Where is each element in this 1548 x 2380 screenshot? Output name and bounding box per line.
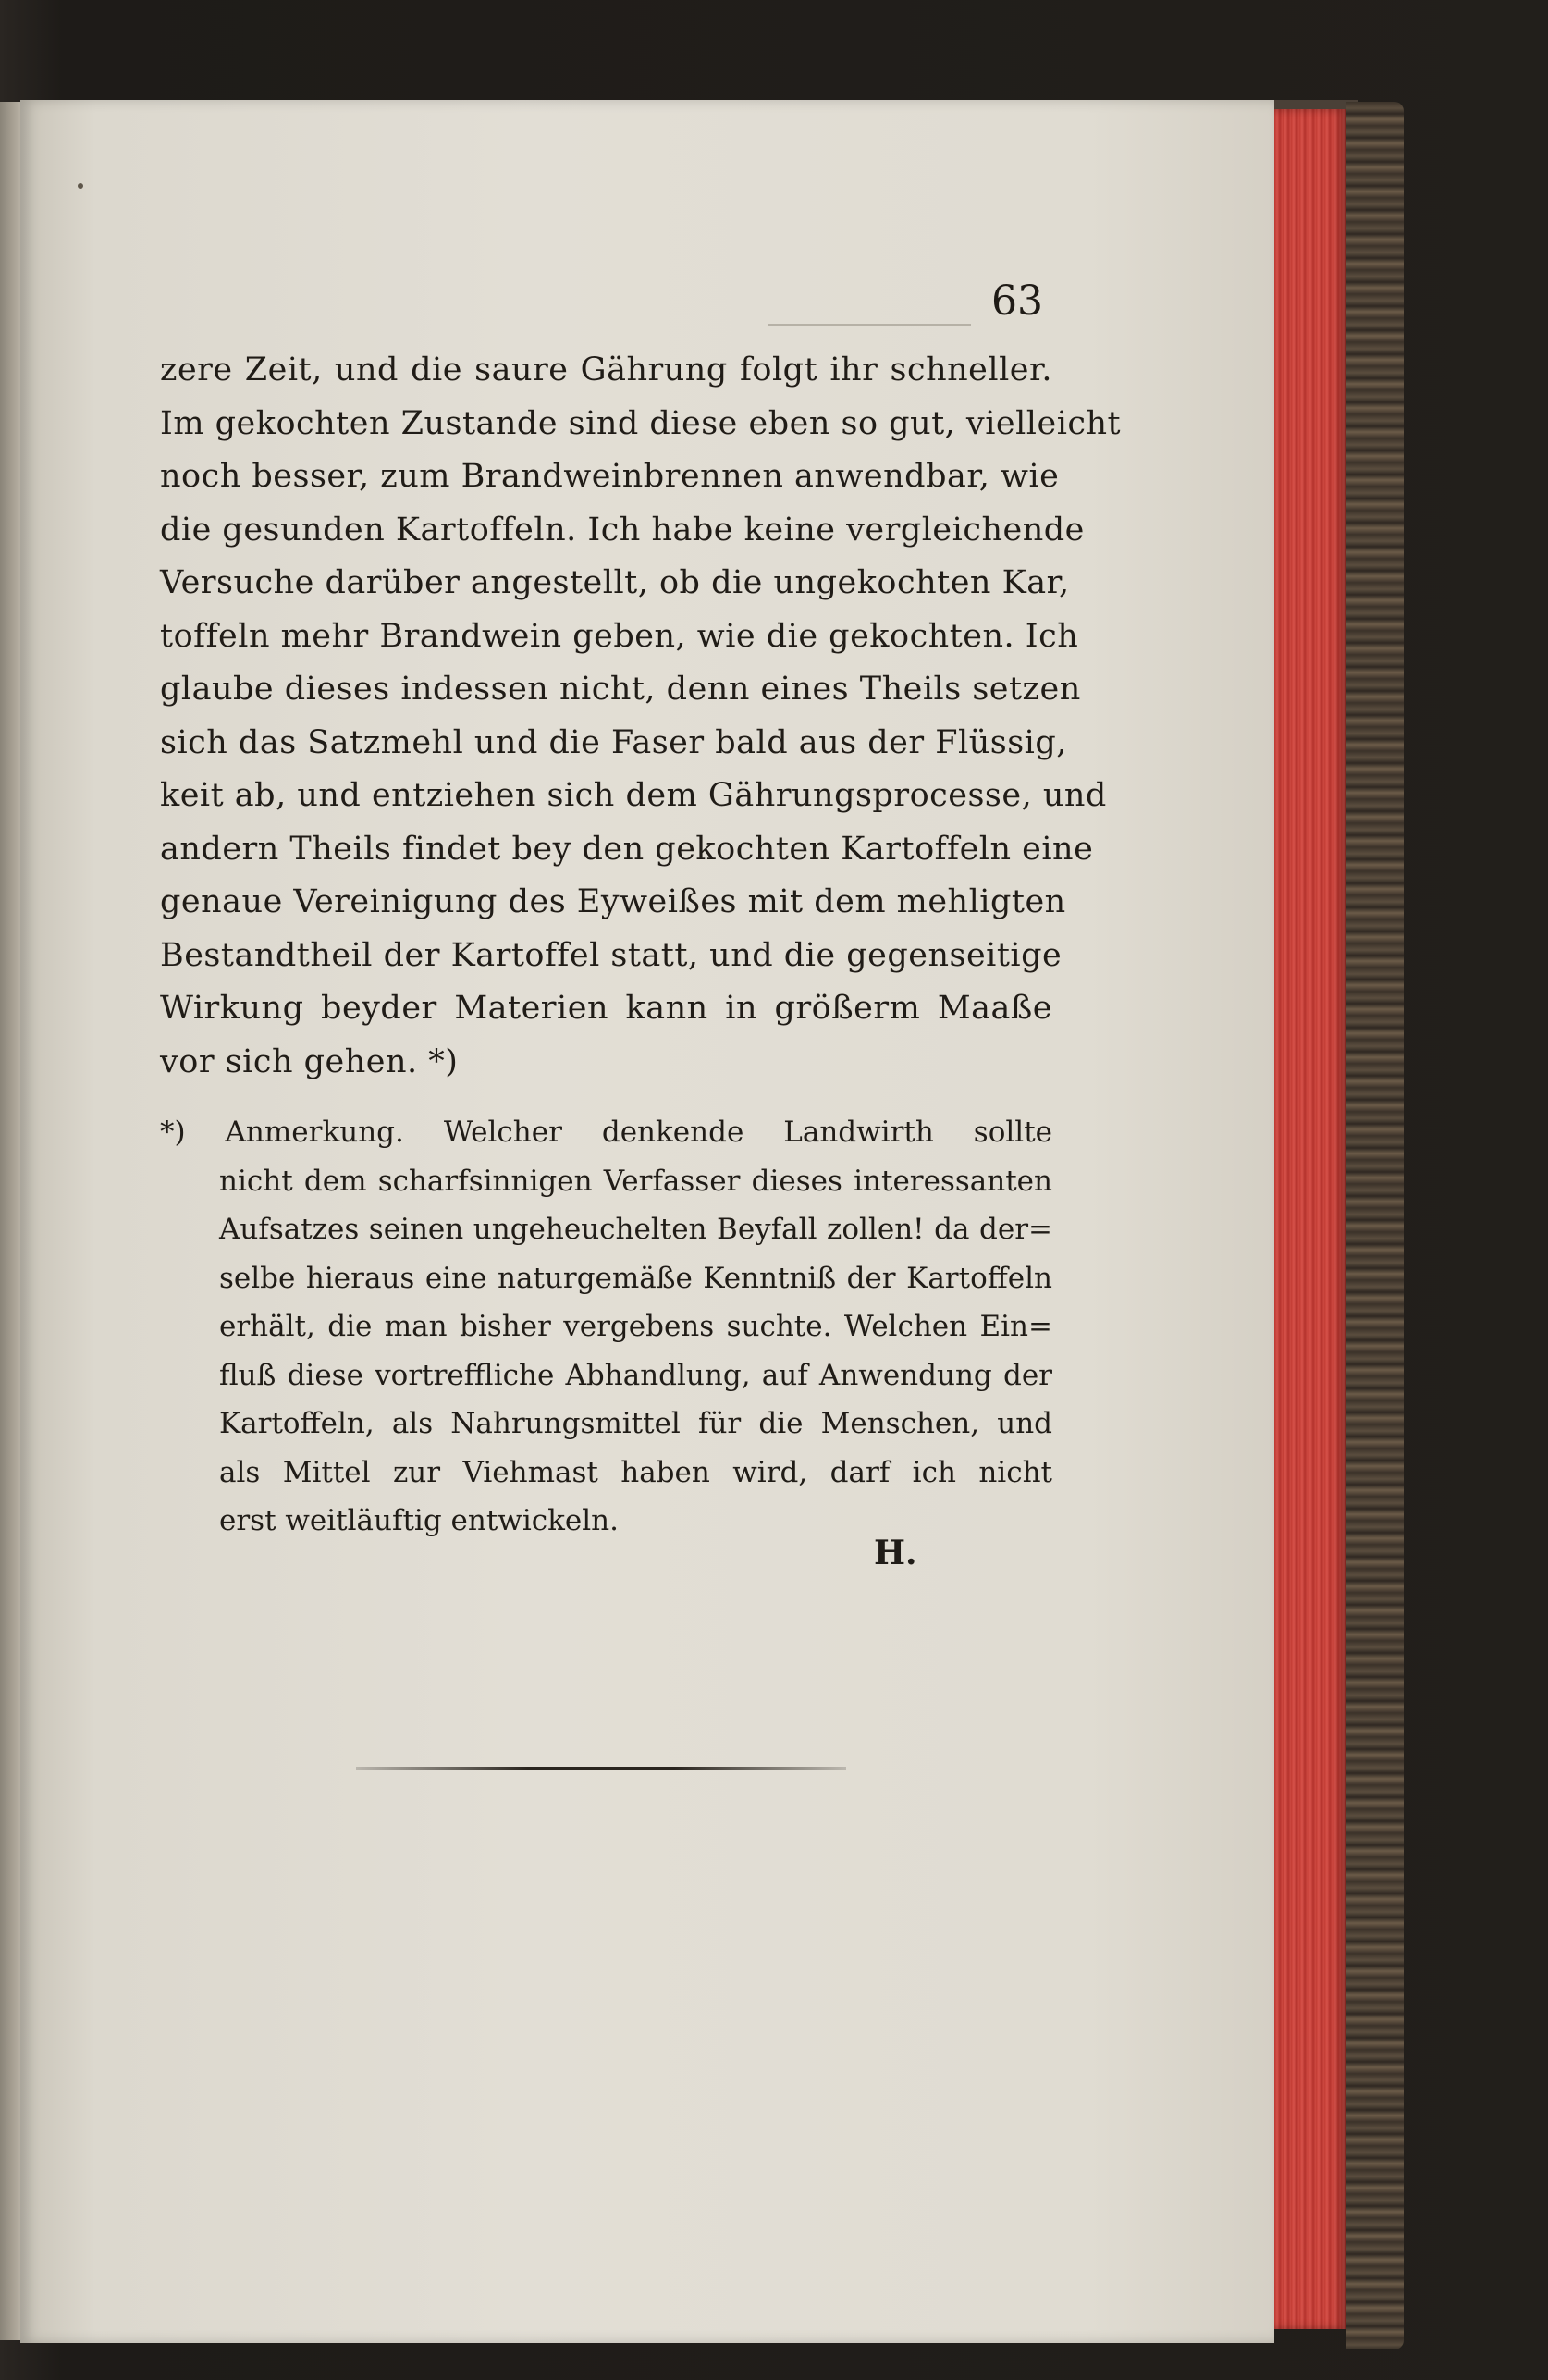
text-line: Bestandtheil der Kartoffel statt, und die gegenseitige bbox=[160, 936, 1063, 974]
footnote-signature: H. bbox=[874, 1534, 917, 1572]
text-line: sich das Satzmehl und die Faser bald aus der Flüssig, bbox=[160, 723, 1067, 761]
text-line: Versuche darüber angestellt, ob die ungekochten Kar, bbox=[160, 564, 1070, 601]
text-line: die gesunden Kartoffeln. Ich habe keine vergleichende bbox=[160, 511, 1085, 549]
text-line: Wirkung beyder Materien kann in größerm Maaße bbox=[160, 990, 1052, 1027]
text-line: noch besser, zum Brandweinbrennen anwendbar, wie bbox=[160, 458, 1060, 495]
footnote-line: *) Anmerkung. Welcher denkende Landwirth sollte bbox=[160, 1116, 1052, 1149]
left-page-edge bbox=[0, 102, 20, 2340]
text-line: genaue Vereinigung des Eyweißes mit dem mehligten bbox=[160, 883, 1066, 920]
paper-spot bbox=[78, 183, 83, 189]
text-line: Im gekochten Zustande sind diese eben so gut, vielleicht bbox=[160, 404, 1122, 442]
text-line: vor sich gehen. *) bbox=[160, 1042, 459, 1080]
footnote-line: erst weitläuftig entwickeln. bbox=[219, 1504, 619, 1537]
text-line: keit ab, und entziehen sich dem Gährungsprocesse, und bbox=[160, 777, 1107, 814]
header-rule bbox=[768, 324, 971, 326]
footnote-line: nicht dem scharfsinnigen Verfasser dieses interessanten bbox=[219, 1164, 1052, 1198]
page-number: 63 bbox=[991, 277, 1043, 325]
footnote-line: erhält, die man bisher vergebens suchte. Welchen Ein= bbox=[219, 1310, 1052, 1343]
end-rule bbox=[356, 1767, 846, 1770]
footnote-line: fluß diese vortreffliche Abhandlung, auf Anwendung der bbox=[219, 1358, 1052, 1392]
footnote-line: Kartoffeln, als Nahrungsmittel für die Menschen, und bbox=[219, 1407, 1052, 1440]
footnote-line: als Mittel zur Viehmast haben wird, darf ich nicht bbox=[219, 1455, 1052, 1489]
text-line: zere Zeit, und die saure Gährung folgt ihr schneller. bbox=[160, 351, 1052, 388]
red-page-edges bbox=[1274, 109, 1346, 2329]
footnote bbox=[160, 1108, 1052, 1546]
footnote-line: Aufsatzes seinen ungeheuchelten Beyfall zollen! da der= bbox=[219, 1213, 1052, 1246]
text-line: toffeln mehr Brandwein geben, wie die gekochten. Ich bbox=[160, 617, 1079, 655]
text-line: andern Theils findet bey den gekochten Kartoffeln eine bbox=[160, 830, 1094, 868]
text-line: glaube dieses indessen nicht, denn eines Theils setzen bbox=[160, 671, 1081, 708]
book-cover-edge bbox=[1346, 102, 1404, 2349]
main-text bbox=[160, 344, 1122, 1089]
footnote-line: selbe hieraus eine naturgemäße Kenntniß der Kartoffeln bbox=[219, 1261, 1052, 1295]
